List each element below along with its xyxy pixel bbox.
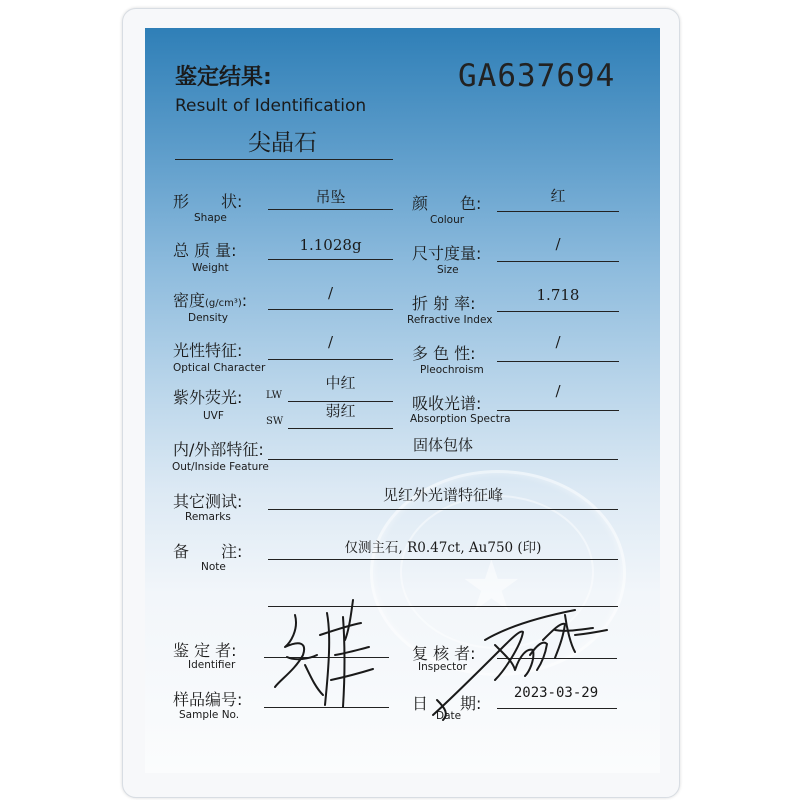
inspector-signature bbox=[425, 600, 615, 725]
colour-label-cn: 颜 色: bbox=[412, 194, 482, 213]
seal-star-icon: ★ bbox=[460, 545, 523, 627]
optical-label-cn: 光性特征: bbox=[173, 341, 243, 360]
remarks-label-cn: 其它测试: bbox=[173, 492, 243, 511]
ri-label-en: Refractive Index bbox=[407, 314, 493, 326]
density-label-cn bbox=[173, 288, 247, 311]
size-label-en: Size bbox=[437, 264, 459, 276]
optical-line bbox=[268, 359, 393, 360]
colour-value: 红 bbox=[550, 187, 566, 205]
shape-line bbox=[268, 209, 393, 210]
uvf-label-cn: 紫外荧光: bbox=[173, 388, 243, 407]
uvf-lw-value: 中红 bbox=[325, 374, 356, 392]
serial-number: GA637694 bbox=[458, 58, 616, 94]
ri-value: 1.718 bbox=[536, 286, 580, 304]
density-label-en: Density bbox=[188, 312, 228, 324]
uvf-label-en: UVF bbox=[203, 410, 224, 422]
note-label-en: Note bbox=[201, 561, 226, 573]
absorption-line bbox=[497, 410, 619, 411]
colour-line bbox=[497, 211, 619, 212]
weight-line bbox=[268, 259, 393, 260]
sample-label-en: Sample No. bbox=[179, 709, 240, 721]
uvf-sw-label: SW bbox=[266, 416, 284, 427]
sample-label-cn: 样品编号: bbox=[173, 690, 243, 709]
pleochroism-label-cn: 多 色 性: bbox=[412, 344, 476, 363]
uvf-sw-line bbox=[288, 428, 393, 429]
size-label-cn: 尺寸度量: bbox=[412, 244, 482, 263]
shape-label-en: Shape bbox=[194, 212, 227, 224]
density-colon: : bbox=[241, 291, 248, 310]
weight-value: 1.1028g bbox=[299, 236, 362, 254]
result-title-cn: 鉴定结果: bbox=[175, 65, 272, 90]
remarks-value: 见红外光谱特征峰 bbox=[382, 486, 503, 504]
note-value: 仅测主石, R0.47ct, Au750 (印) bbox=[344, 540, 542, 556]
pleochroism-value: / bbox=[555, 333, 561, 351]
inspector-label-en: Inspector bbox=[418, 661, 467, 673]
remarks-line bbox=[268, 509, 618, 510]
size-value: / bbox=[555, 235, 561, 253]
absorption-label-en: Absorption Spectra bbox=[410, 413, 511, 425]
uvf-sw-value: 弱红 bbox=[325, 402, 356, 420]
feature-line bbox=[268, 459, 618, 460]
date-label-en: Date bbox=[436, 710, 462, 722]
date-label-cn: 日 期: bbox=[412, 694, 482, 713]
weight-label-en: Weight bbox=[192, 262, 229, 274]
date-value: 2023-03-29 bbox=[513, 685, 599, 701]
density-line bbox=[268, 309, 393, 310]
identifier-label-cn: 鉴 定 者: bbox=[173, 641, 237, 660]
note-label-cn: 备 注: bbox=[173, 542, 243, 561]
pleochroism-label-en: Pleochroism bbox=[420, 364, 484, 376]
density-label-text: 密度 bbox=[173, 291, 206, 310]
shape-value: 吊坠 bbox=[315, 188, 346, 206]
colour-label-en: Colour bbox=[430, 214, 465, 226]
density-unit: (g/cm³) bbox=[205, 298, 242, 309]
feature-label-en: Out/Inside Feature bbox=[172, 461, 269, 473]
size-line bbox=[497, 261, 619, 262]
feature-value: 固体包体 bbox=[412, 436, 473, 454]
identifier-signature bbox=[265, 595, 385, 715]
inspector-label-cn: 复 核 者: bbox=[412, 644, 476, 663]
absorption-label-cn: 吸收光谱: bbox=[412, 394, 482, 413]
result-value: 尖晶石 bbox=[248, 130, 317, 156]
optical-label-en: Optical Character bbox=[173, 362, 266, 374]
result-title-en: Result of Identification bbox=[175, 96, 367, 116]
weight-label-cn: 总 质 量: bbox=[173, 241, 237, 260]
ri-line bbox=[497, 311, 619, 312]
pleochroism-line bbox=[497, 361, 619, 362]
shape-label-cn: 形 状: bbox=[173, 192, 243, 211]
identifier-label-en: Identifier bbox=[188, 659, 236, 671]
feature-label-cn: 内/外部特征: bbox=[173, 440, 264, 459]
optical-value: / bbox=[327, 333, 334, 351]
absorption-value: / bbox=[555, 382, 561, 400]
density-value: / bbox=[327, 284, 334, 302]
uvf-lw-label: LW bbox=[266, 390, 283, 401]
ri-label-cn: 折 射 率: bbox=[412, 294, 476, 313]
remarks-label-en: Remarks bbox=[185, 511, 231, 523]
result-underline bbox=[175, 159, 393, 160]
note-line bbox=[268, 559, 618, 560]
